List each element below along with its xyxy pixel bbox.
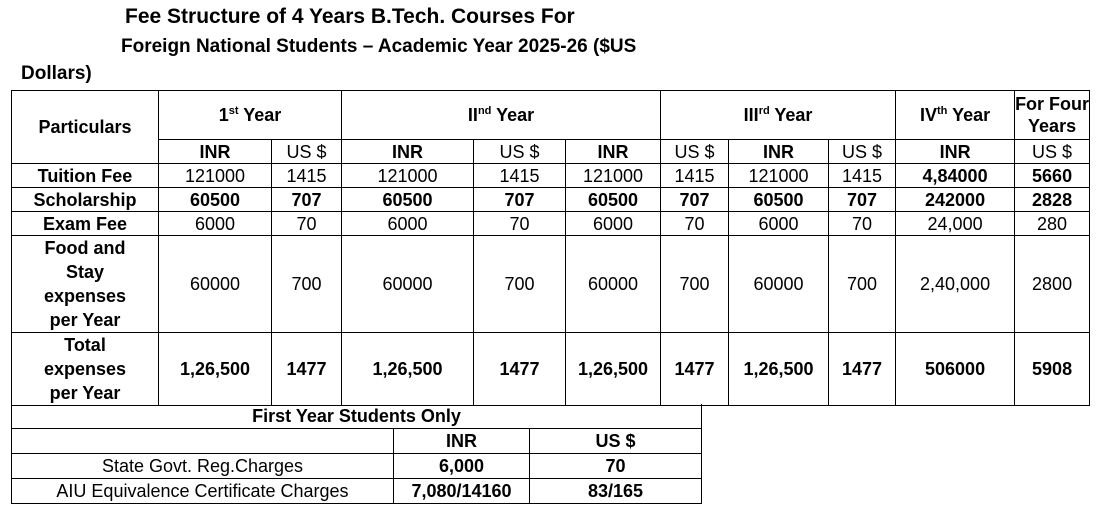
currency-inr-header: INR: [566, 140, 661, 164]
table-cell: 700: [829, 236, 896, 333]
table-cell: 60500: [729, 188, 829, 212]
table-cell: 700: [272, 236, 342, 333]
currency-usd-header: US $: [829, 140, 896, 164]
currency-inr-header: INR: [159, 140, 272, 164]
table-cell: 70: [272, 212, 342, 236]
document-subtitle-continued: Dollars): [21, 63, 92, 84]
currency-usd-header: US $: [272, 140, 342, 164]
table-cell: 1415: [829, 164, 896, 188]
table-cell: 121000: [342, 164, 474, 188]
currency-usd-header: US $: [530, 429, 702, 454]
table-cell: 6000: [729, 212, 829, 236]
table-cell: 1477: [272, 333, 342, 406]
fee-structure-table: [11, 90, 1090, 406]
table-cell: 83/165: [530, 479, 702, 504]
table-cell: 1415: [661, 164, 729, 188]
table-cell: 1,26,500: [342, 333, 474, 406]
currency-inr-header: INR: [394, 429, 530, 454]
year-4-header: IVth Year: [896, 91, 1015, 140]
table-cell: 707: [272, 188, 342, 212]
table-cell: 1477: [474, 333, 566, 406]
row-label: Total expenses per Year: [12, 333, 159, 406]
table-cell: 60000: [729, 236, 829, 333]
row-label: Food and Stay expenses per Year: [12, 236, 159, 333]
row-label: AIU Equivalence Certificate Charges: [12, 479, 394, 504]
currency-usd-header: US $: [661, 140, 729, 164]
table-cell: 2828: [1015, 188, 1090, 212]
row-label: State Govt. Reg.Charges: [12, 454, 394, 479]
table-cell: 6000: [159, 212, 272, 236]
empty-cell: [12, 429, 394, 454]
table-cell: 70: [530, 454, 702, 479]
table-cell: 70: [661, 212, 729, 236]
row-label: Tuition Fee: [12, 164, 159, 188]
table-cell: 60500: [342, 188, 474, 212]
table-cell: 700: [661, 236, 729, 333]
table-cell: 2800: [1015, 236, 1090, 333]
document-title: Fee Structure of 4 Years B.Tech. Courses For: [125, 5, 575, 28]
table-cell: 5660: [1015, 164, 1090, 188]
first-year-title: First Year Students Only: [12, 404, 702, 429]
table-cell: 70: [829, 212, 896, 236]
first-year-title-row: [12, 404, 702, 429]
currency-usd-header: US $: [474, 140, 566, 164]
table-cell: 4,84000: [896, 164, 1015, 188]
year-2-header: IInd Year: [342, 91, 661, 140]
year-3-header: IIIrd Year: [661, 91, 896, 140]
table-cell: 121000: [729, 164, 829, 188]
table-cell: 60500: [159, 188, 272, 212]
table-cell: 6000: [342, 212, 474, 236]
table-cell: 5908: [1015, 333, 1090, 406]
table-cell: 707: [661, 188, 729, 212]
year-1-header: 1st Year: [159, 91, 342, 140]
table-cell: 24,000: [896, 212, 1015, 236]
table-cell: 707: [829, 188, 896, 212]
table-cell: 1477: [661, 333, 729, 406]
table-cell: 1415: [272, 164, 342, 188]
table-row: [12, 188, 1090, 212]
row-label: Scholarship: [12, 188, 159, 212]
table-cell: 6000: [566, 212, 661, 236]
particulars-header: Particulars: [12, 91, 159, 164]
table-row: [12, 164, 1090, 188]
table-cell: 60000: [566, 236, 661, 333]
table-row: [12, 454, 702, 479]
table-cell: 1477: [829, 333, 896, 406]
year-header-row: [12, 91, 1090, 140]
table-cell: 6,000: [394, 454, 530, 479]
table-cell: 1415: [474, 164, 566, 188]
table-row-total: [12, 333, 1090, 406]
first-year-charges-table: [11, 404, 702, 504]
table-cell: 60000: [159, 236, 272, 333]
table-cell: 7,080/14160: [394, 479, 530, 504]
table-cell: 1,26,500: [729, 333, 829, 406]
table-cell: 242000: [896, 188, 1015, 212]
four-years-header: For Four Years: [1015, 91, 1090, 140]
table-row: [12, 236, 1090, 333]
table-cell: 60000: [342, 236, 474, 333]
currency-inr-header: INR: [729, 140, 829, 164]
table-cell: 121000: [159, 164, 272, 188]
currency-usd-header: US $: [1015, 140, 1090, 164]
table-cell: 506000: [896, 333, 1015, 406]
table-cell: 60500: [566, 188, 661, 212]
table-cell: 2,40,000: [896, 236, 1015, 333]
table-cell: 1,26,500: [159, 333, 272, 406]
currency-inr-header: INR: [896, 140, 1015, 164]
currency-inr-header: INR: [342, 140, 474, 164]
table-cell: 121000: [566, 164, 661, 188]
table-row: [12, 479, 702, 504]
table-row: [12, 212, 1090, 236]
first-year-currency-row: [12, 429, 702, 454]
document-subtitle: Foreign National Students – Academic Year 2025-26 ($US: [121, 36, 637, 57]
table-cell: 700: [474, 236, 566, 333]
table-cell: 1,26,500: [566, 333, 661, 406]
table-cell: 70: [474, 212, 566, 236]
currency-header-row: [12, 140, 1090, 164]
row-label: Exam Fee: [12, 212, 159, 236]
table-cell: 280: [1015, 212, 1090, 236]
table-cell: 707: [474, 188, 566, 212]
